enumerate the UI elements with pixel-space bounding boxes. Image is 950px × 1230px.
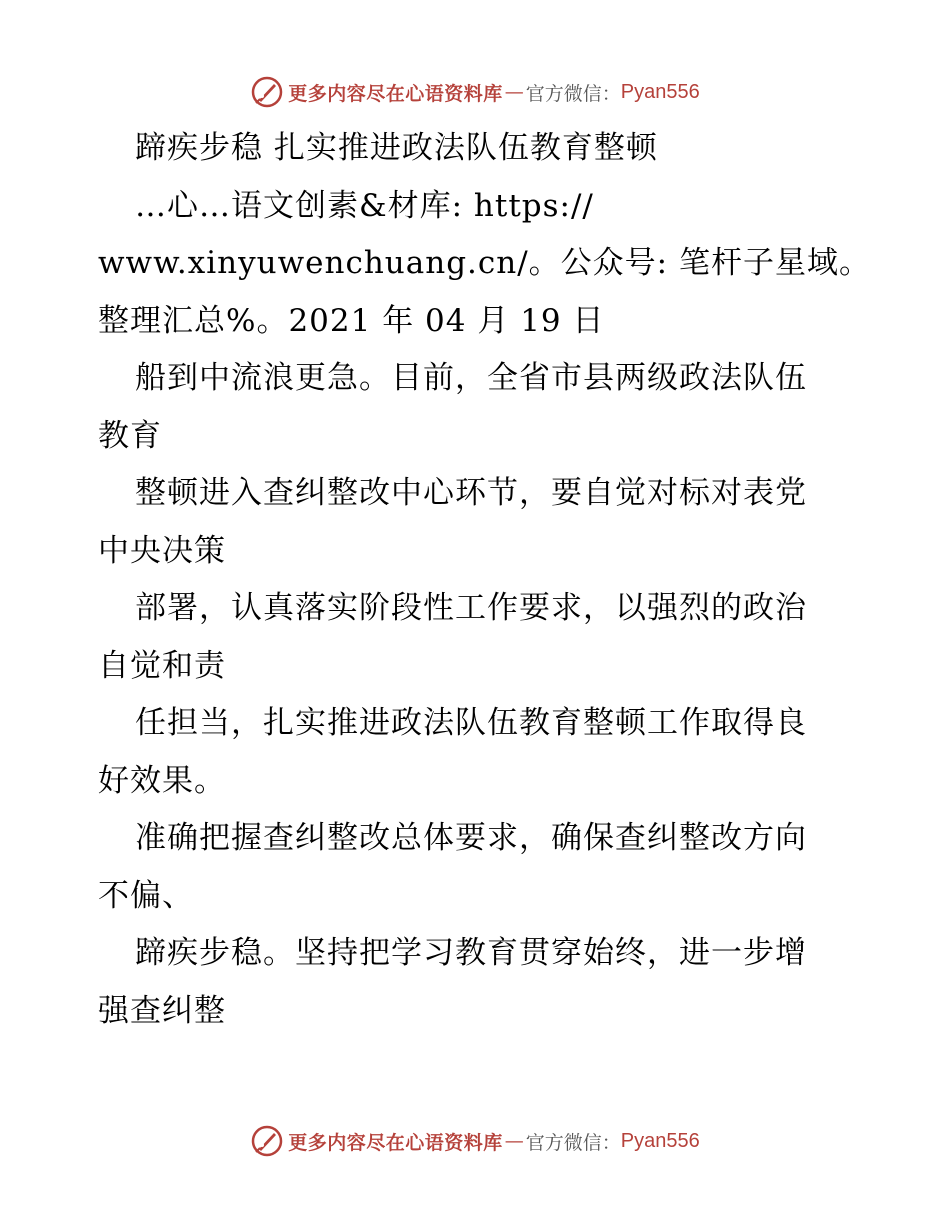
quill-pen-logo-icon	[250, 1124, 284, 1158]
text-line: 教育	[98, 417, 162, 454]
banner-brand-text: 更多内容尽在心语资料库	[288, 1131, 503, 1154]
text-line: 整顿进入查纠整改中心环节，要自觉对标对表党	[135, 475, 807, 511]
text-line: 准确把握查纠整改总体要求，确保查纠整改方向	[135, 820, 807, 856]
banner-dash: —	[504, 81, 524, 103]
document-body	[98, 120, 871, 1040]
banner-wechat-label: 官方微信：	[525, 1131, 621, 1154]
text-line: 整理汇总%。2021 年 04 月 19 日	[98, 302, 605, 339]
banner-wechat-label: 官方微信：	[525, 82, 621, 105]
banner-dash: —	[504, 1130, 524, 1152]
text-line: 蹄疾步稳。坚持把学习教育贯穿始终，进一步增	[135, 935, 807, 971]
text-line: 部署，认真落实阶段性工作要求，以强烈的政治	[135, 590, 807, 626]
banner-wechat-id: Pyan556	[620, 1129, 700, 1152]
text-line: 不偏、	[98, 877, 194, 914]
header-banner	[0, 72, 950, 112]
text-line: 好效果。	[98, 762, 226, 799]
text-line: 船到中流浪更急。目前，全省市县两级政法队伍	[135, 360, 807, 396]
text-line: 强查纠整	[98, 992, 226, 1029]
text-line: 中央决策	[98, 532, 226, 569]
text-line: 自觉和责	[98, 647, 226, 684]
text-line: 蹄疾步稳 扎实推进政法队伍教育整顿	[135, 130, 658, 166]
footer-banner	[0, 1121, 950, 1161]
banner-wechat-id: Pyan556	[620, 80, 700, 103]
text-line: …心…语文创素&材库: https://	[135, 187, 594, 224]
banner-brand-text: 更多内容尽在心语资料库	[288, 82, 503, 105]
text-line: www.xinyuwenchuang.cn/。公众号: 笔杆子星域。	[98, 245, 871, 281]
quill-pen-logo-icon	[250, 75, 284, 109]
text-line: 任担当，扎实推进政法队伍教育整顿工作取得良	[135, 705, 807, 741]
